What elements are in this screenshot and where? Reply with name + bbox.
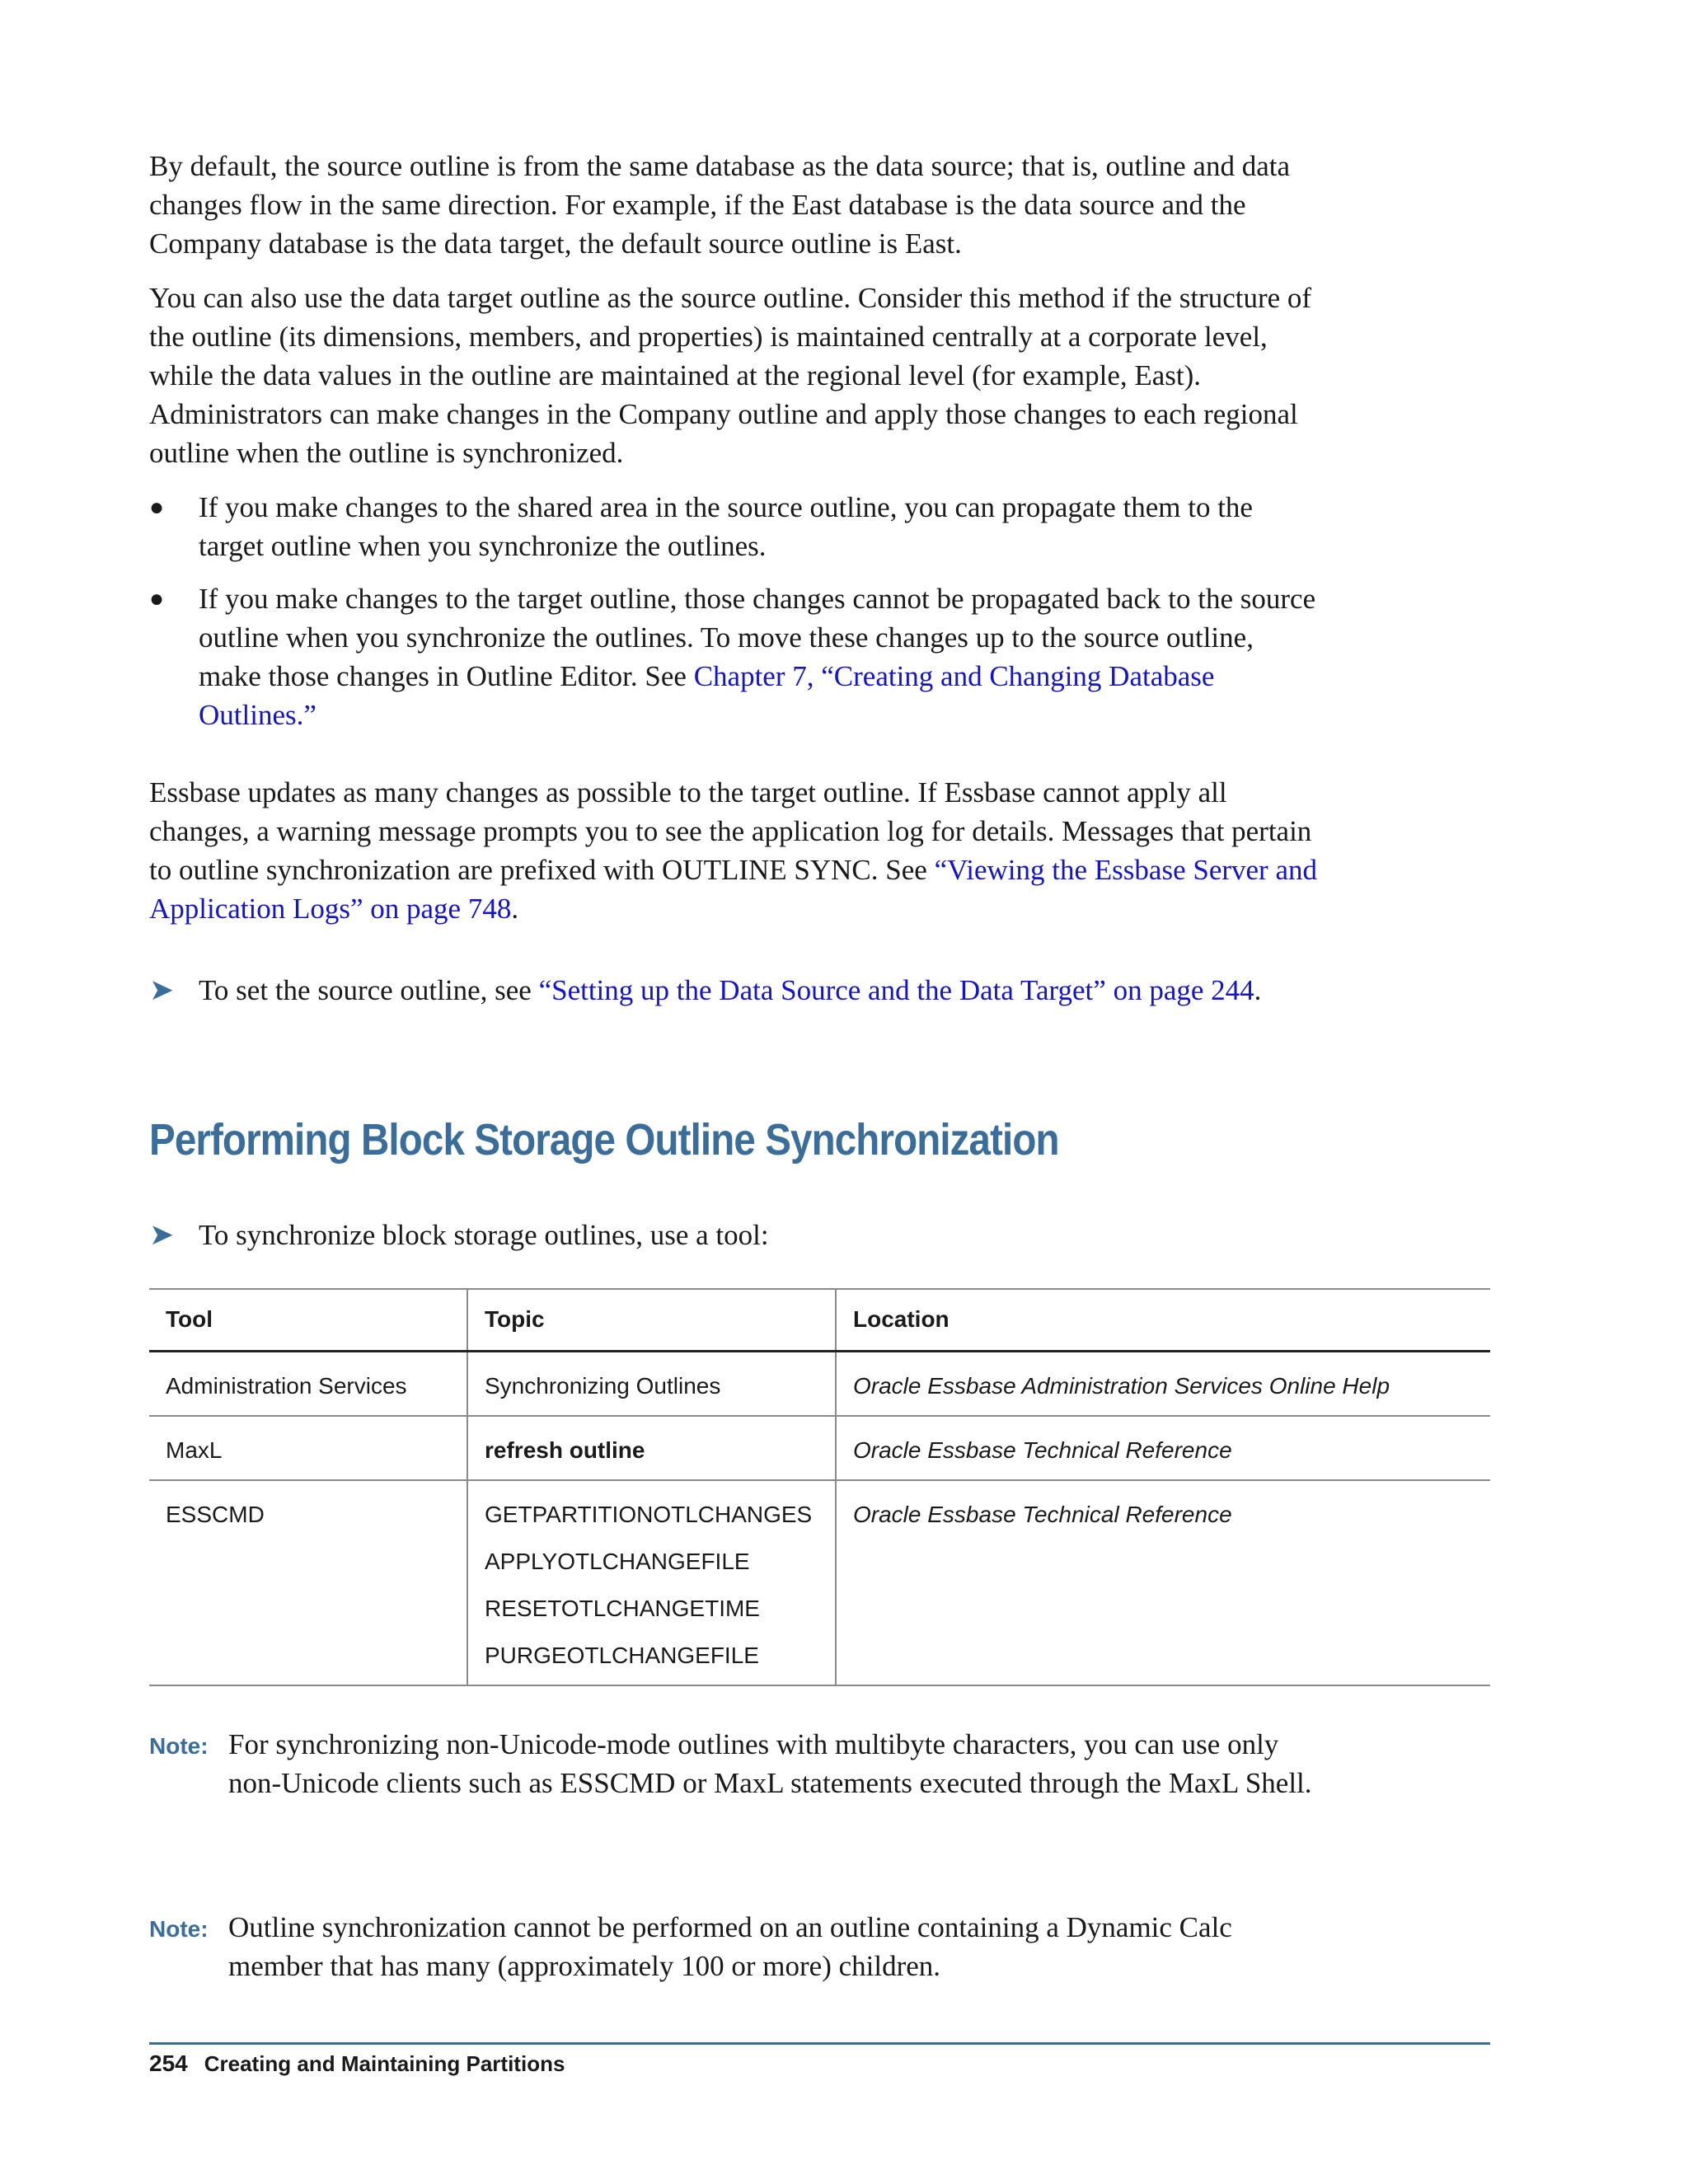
section-heading: Performing Block Storage Outline Synchronization <box>149 1115 1059 1165</box>
paragraph-target-outline-as-source: You can also use the data target outline as the source outline. Consider this method if the structure of the outline (its dimensions, members, and properties) is maintained centrally at a corporate level, while the data values in the outline are maintained at the regional level (for example, East). Administrators can make changes in the Company outline and apply those changes to each regional outline when the outline is synchronized. <box>149 282 1312 469</box>
paragraph-essbase-updates <box>149 773 1320 928</box>
table-row <box>149 1480 1490 1685</box>
bullet-item-target-changes <box>149 579 1320 734</box>
table-row <box>149 1351 1490 1416</box>
step-text-body: To set the source outline, see <box>199 974 539 1006</box>
note-text: Outline synchronization cannot be performed on an outline containing a Dynamic Calc member that has many (approximately 100 or more) children. <box>228 1911 1232 1982</box>
note-multibyte <box>149 1725 1320 1841</box>
cell-location: Oracle Essbase Technical Reference <box>836 1480 1490 1685</box>
arrow-right-icon: ➤ <box>149 973 175 1006</box>
cell-tool: MaxL <box>166 1436 223 1463</box>
column-header-topic: Topic <box>467 1289 836 1351</box>
column-header-tool: Tool <box>166 1306 213 1333</box>
command-name: APPLYOTLCHANGEFILE <box>485 1548 750 1574</box>
link-chapter-7[interactable]: Chapter 7, “Creating and Changing Database Outlines.” <box>199 660 1215 731</box>
bullet-text-body: If you make changes to the target outline, those changes cannot be propagated back to the source outline when you synchronize the outlines. To move these changes up to the source outline, make those changes in Outline Editor. See <box>199 583 1316 692</box>
step-text <box>199 971 1320 1010</box>
step-text: To synchronize block storage outlines, use a tool: <box>199 1219 769 1251</box>
footer-divider <box>149 2042 1490 2045</box>
command-name: RESETOTLCHANGETIME <box>485 1595 760 1621</box>
cell-location: Oracle Essbase Technical Reference <box>836 1416 1490 1480</box>
tools-table <box>149 1288 1490 1686</box>
command-name: GETPARTITIONOTLCHANGES <box>485 1501 813 1527</box>
note-label: Note: <box>149 1733 209 1759</box>
paragraph-default-source-outline: By default, the source outline is from the same database as the data source; that is, outline and data changes flow in the same direction. For example, if the East database is the data source and the Company database is the data target, the default source outline is East. <box>149 150 1291 260</box>
cell-location: Oracle Essbase Administration Services Online Help <box>836 1351 1490 1416</box>
note-label: Note: <box>149 1916 209 1942</box>
page-number: 254 <box>149 2050 188 2076</box>
link-viewing-logs[interactable]: “Viewing the Essbase Server and Application Logs” on page 748 <box>149 854 1317 925</box>
note-dynamic-calc <box>149 1908 1320 1985</box>
bullet-icon: ● <box>149 494 165 521</box>
bullet-item-source-changes <box>149 488 1320 565</box>
table-row <box>149 1416 1490 1480</box>
paragraph-end: . <box>511 893 519 925</box>
paragraph-text: Essbase updates as many changes as possible to the target outline. If Essbase cannot apply all changes, a warning message prompts you to see the application log for details. Messages that pertain to outline synchronization are prefixed with OUTLINE SYNC. See <box>149 776 1312 886</box>
bullet-text: If you make changes to the shared area in the source outline, you can propagate them to the target outline when you synchronize the outlines. <box>199 491 1253 562</box>
arrow-right-icon: ➤ <box>149 1218 175 1251</box>
cell-topic <box>467 1480 836 1685</box>
command-name: PURGEOTLCHANGEFILE <box>485 1642 759 1668</box>
bullet-icon: ● <box>149 585 165 612</box>
step-end: . <box>1254 974 1262 1006</box>
bullet-text <box>199 579 1320 734</box>
page-footer <box>149 2050 565 2077</box>
cell-tool: Administration Services <box>166 1372 407 1399</box>
procedure-step-set-source <box>149 971 1320 1048</box>
cell-topic: refresh outline <box>467 1416 836 1480</box>
cell-tool: ESSCMD <box>166 1501 265 1527</box>
link-setting-up-data-source[interactable]: “Setting up the Data Source and the Data Target” on page 244 <box>538 974 1254 1006</box>
column-header-location: Location <box>836 1289 1490 1351</box>
note-text: For synchronizing non-Unicode-mode outlines with multibyte characters, you can use only non-Unicode clients such as ESSCMD or MaxL statements executed through the MaxL Shell. <box>228 1728 1312 1799</box>
procedure-step-synchronize <box>149 1216 1320 1254</box>
cell-topic: Synchronizing Outlines <box>467 1351 836 1416</box>
footer-section-title: Creating and Maintaining Partitions <box>204 2051 565 2076</box>
table-header-row <box>149 1289 1490 1351</box>
